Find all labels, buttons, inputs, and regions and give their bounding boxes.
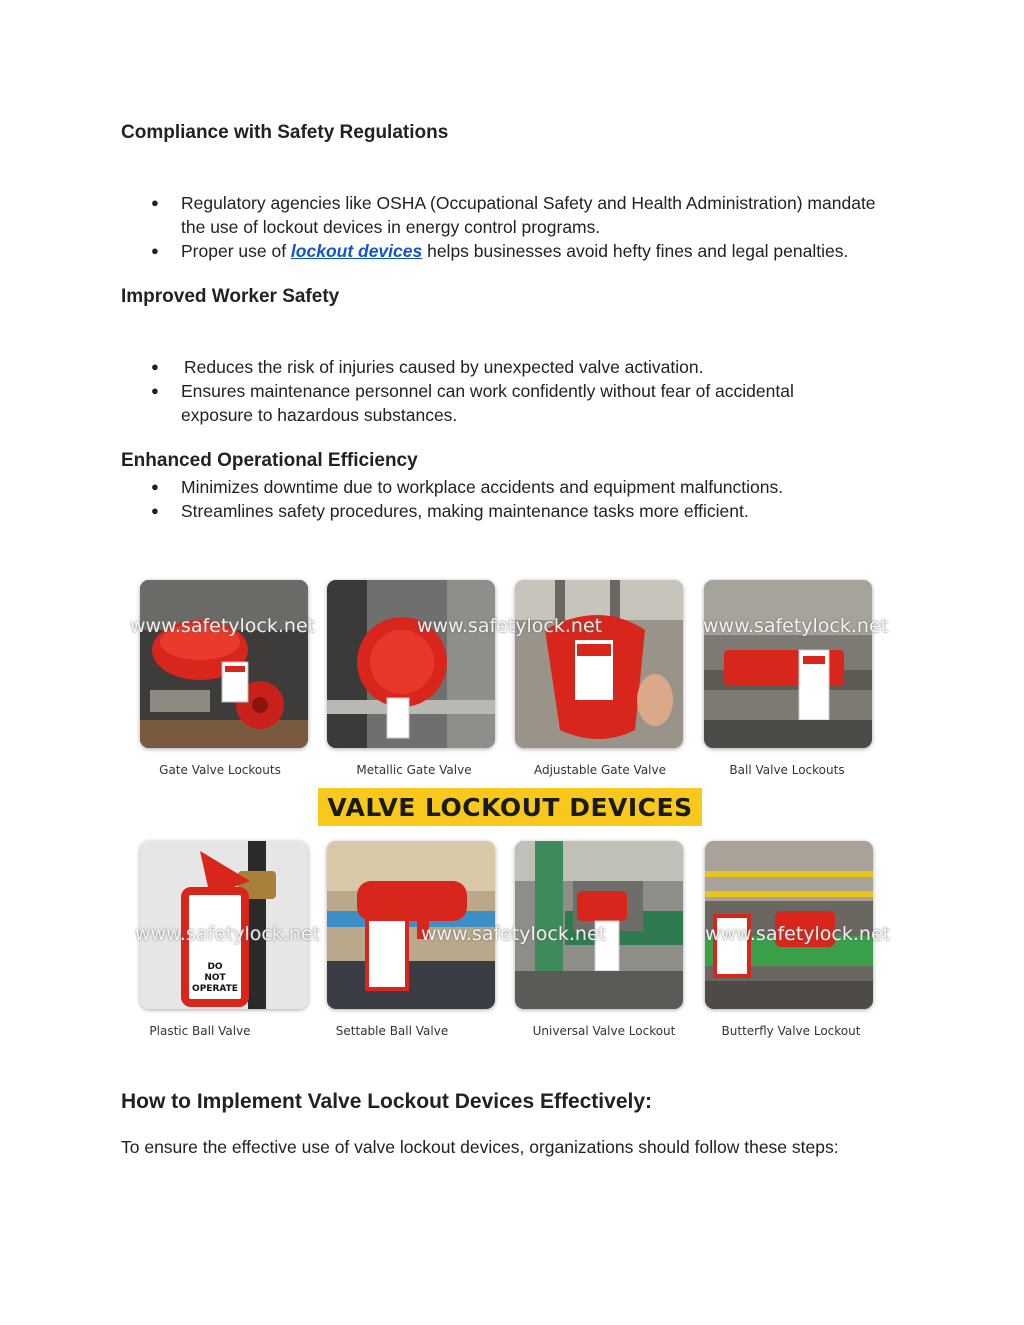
product-caption: Plastic Ball Valve [149, 1024, 251, 1038]
collage-banner [318, 788, 702, 826]
heading-implement: How to Implement Valve Lockout Devices Effectively: [121, 1090, 652, 1113]
product-caption: Ball Valve Lockouts [729, 763, 845, 777]
list-item: ● Reduces the risk of injuries caused by unexpected valve activation. [121, 355, 921, 379]
tag-text: OPERATE [192, 984, 238, 994]
watermark: www.safetylock.net [130, 615, 316, 637]
list-item: ● Ensures maintenance personnel can work confidently without fear of accidental exposure to hazardous substances. [121, 379, 921, 427]
adjustable-gate-valve-photo [515, 580, 683, 748]
product-caption: Gate Valve Lockouts [159, 763, 281, 777]
list-item: ● Streamlines safety procedures, making maintenance tasks more efficient. [121, 499, 921, 523]
product-caption: Butterfly Valve Lockout [721, 1024, 861, 1038]
heading-worker-safety: Improved Worker Safety [121, 286, 340, 307]
heading-efficiency: Enhanced Operational Efficiency [121, 450, 418, 471]
banner-text: VALVE LOCKOUT DEVICES [327, 792, 693, 822]
metallic-gate-valve-photo [327, 580, 495, 748]
watermark: www.safetylock.net [705, 923, 891, 945]
product-caption: Metallic Gate Valve [356, 763, 472, 777]
ball-valve-lockout-photo [704, 580, 872, 748]
heading-compliance: Compliance with Safety Regulations [121, 122, 449, 143]
tag-text: DO [207, 962, 223, 972]
tag-text: NOT [204, 973, 226, 983]
watermark: www.safetylock.net [421, 923, 607, 945]
gate-valve-lockout-photo [140, 580, 308, 748]
list-item: ● Proper use of lockout devices helps businesses avoid hefty fines and legal penalties. [121, 239, 921, 263]
lockout-devices-link[interactable]: lockout devices [290, 241, 423, 261]
list-item: ● Minimizes downtime due to workplace accidents and equipment malfunctions. [121, 475, 921, 499]
product-caption: Universal Valve Lockout [532, 1024, 676, 1038]
watermark: www.safetylock.net [135, 923, 321, 945]
watermark: www.safetylock.net [417, 615, 603, 637]
product-caption: Adjustable Gate Valve [533, 763, 667, 777]
compliance-list [121, 191, 921, 263]
implement-intro: To ensure the effective use of valve lockout devices, organizations should follow these steps: [121, 1137, 839, 1157]
product-caption: Settable Ball Valve [335, 1024, 449, 1038]
valve-lockout-collage [125, 570, 900, 1050]
watermark: www.safetylock.net [703, 615, 889, 637]
efficiency-list [121, 475, 921, 523]
worker-safety-list [121, 355, 921, 427]
list-item: ● Regulatory agencies like OSHA (Occupational Safety and Health Administration) mandate the use of lockout devices in energy control programs. [121, 191, 921, 239]
